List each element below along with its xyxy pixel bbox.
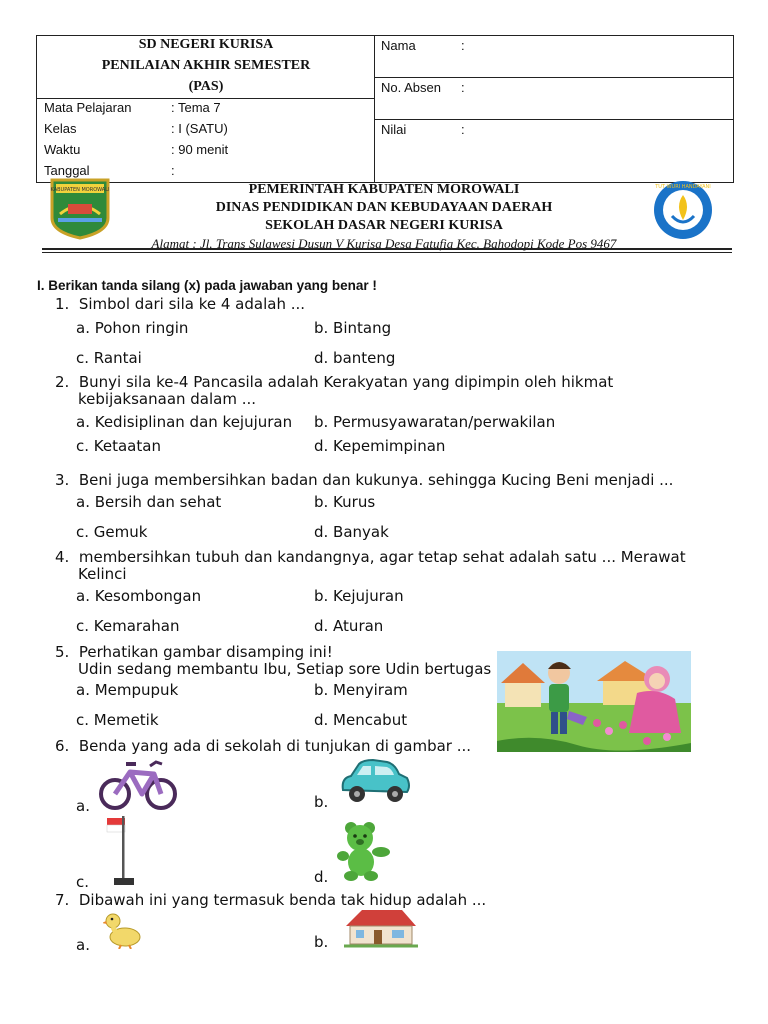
- question-text: Perhatikan gambar disamping ini!: [78, 643, 333, 661]
- question-2: [55, 373, 613, 391]
- meta-label-subject: Mata Pelajaran: [44, 100, 132, 115]
- option-d[interactable]: d. Kepemimpinan: [314, 437, 446, 455]
- house-icon[interactable]: [342, 908, 418, 948]
- option-b[interactable]: b. Kejujuran: [314, 587, 404, 605]
- option-d[interactable]: d.: [314, 868, 329, 886]
- question-2-continued: kebijaksanaan dalam ...: [78, 390, 257, 408]
- question-3: [55, 471, 673, 489]
- question-6: [55, 737, 471, 755]
- exam-abbr: (PAS): [188, 79, 224, 94]
- name-colon: :: [461, 38, 465, 53]
- meta-value-class: : I (SATU): [171, 121, 228, 136]
- question-number: 1.: [55, 295, 70, 313]
- name-field[interactable]: [375, 36, 733, 78]
- car-icon[interactable]: [337, 758, 413, 806]
- exam-info-panel: [37, 36, 375, 182]
- absen-colon: :: [461, 80, 465, 95]
- address-label: Alamat: [151, 236, 190, 251]
- option-b[interactable]: b. Kurus: [314, 493, 376, 511]
- letterhead-line-3: SEKOLAH DASAR NEGERI KURISA: [265, 218, 503, 233]
- question-text: Simbol dari sila ke 4 adalah ...: [78, 295, 306, 313]
- option-b[interactable]: b. Permusyawaratan/perwakilan: [314, 413, 556, 431]
- option-c[interactable]: c.: [76, 873, 90, 891]
- score-label: Nilai: [381, 122, 407, 137]
- option-c[interactable]: c. Kemarahan: [76, 617, 180, 635]
- watering-garden-illustration: [497, 651, 691, 752]
- question-number: 6.: [55, 737, 70, 755]
- option-b[interactable]: b.: [314, 933, 329, 951]
- score-colon: :: [461, 122, 465, 137]
- option-a[interactable]: a. Kedisiplinan dan kejujuran: [76, 413, 293, 431]
- exam-title: PENILAIAN AKHIR SEMESTER: [101, 58, 311, 73]
- option-b[interactable]: b. Menyiram: [314, 681, 408, 699]
- meta-value-time: : 90 menit: [171, 142, 229, 157]
- option-c[interactable]: c. Memetik: [76, 711, 159, 729]
- question-number: 4.: [55, 548, 70, 566]
- letterhead-line-2: DINAS PENDIDIKAN DAN KEBUDAYAAN DAERAH: [215, 200, 553, 215]
- option-c[interactable]: c. Rantai: [76, 349, 142, 367]
- teddy-bear-icon[interactable]: [335, 820, 391, 882]
- meta-label-time: Waktu: [44, 142, 81, 157]
- question-text: Dibawah ini yang termasuk benda tak hidup adalah ...: [78, 891, 487, 909]
- school-name: SD NEGERI KURISA: [138, 37, 274, 52]
- divider: [37, 98, 375, 99]
- meta-value-subject: : Tema 7: [171, 100, 221, 115]
- question-number: 7.: [55, 891, 70, 909]
- meta-label-date: Tanggal: [44, 163, 90, 178]
- option-a[interactable]: a.: [76, 797, 90, 815]
- option-a[interactable]: a. Mempupuk: [76, 681, 179, 699]
- option-d[interactable]: d. Aturan: [314, 617, 384, 635]
- option-a[interactable]: a. Bersih dan sehat: [76, 493, 222, 511]
- question-5-continued: Udin sedang membantu Ibu, Setiap sore Udin bertugas: [78, 660, 492, 678]
- meta-label-class: Kelas: [44, 121, 77, 136]
- question-text: membersihkan tubuh dan kandangnya, agar tetap sehat adalah satu ... Merawat: [78, 548, 686, 566]
- option-a[interactable]: a. Pohon ringin: [76, 319, 189, 337]
- option-d[interactable]: d. Mencabut: [314, 711, 408, 729]
- question-4-continued: Kelinci: [78, 565, 127, 583]
- option-d[interactable]: d. Banyak: [314, 523, 389, 541]
- logo-text: KABUPATEN MOROWALI: [50, 187, 110, 193]
- question-4: [55, 548, 686, 566]
- option-c[interactable]: c. Ketaatan: [76, 437, 161, 455]
- logo-text: TUT WURI HANDAYANI: [655, 184, 711, 190]
- question-text: Beni juga membersihkan badan dan kukunya. sehingga Kucing Beni menjadi ...: [78, 471, 674, 489]
- option-b[interactable]: b.: [314, 793, 329, 811]
- option-a[interactable]: a.: [76, 936, 90, 954]
- letterhead-line-1: PEMERINTAH KABUPATEN MOROWALI: [248, 182, 520, 197]
- section-heading: I. Berikan tanda silang (x) pada jawaban yang benar !: [37, 278, 377, 293]
- letterhead-rule-thin: [42, 252, 732, 253]
- question-text: Bunyi sila ke-4 Pancasila adalah Kerakyatan yang dipimpin oleh hikmat: [78, 373, 614, 391]
- bicycle-icon[interactable]: [98, 754, 178, 812]
- question-text: Benda yang ada di sekolah di tunjukan di gambar ...: [78, 737, 472, 755]
- option-b[interactable]: b. Bintang: [314, 319, 392, 337]
- flagpole-icon[interactable]: [104, 814, 138, 888]
- option-a[interactable]: a. Kesombongan: [76, 587, 202, 605]
- question-number: 2.: [55, 373, 70, 391]
- question-7: [55, 891, 486, 909]
- absen-label: No. Absen: [381, 80, 441, 95]
- absen-field[interactable]: [375, 78, 733, 120]
- question-number: 5.: [55, 643, 70, 661]
- question-1: [55, 295, 305, 313]
- option-c[interactable]: c. Gemuk: [76, 523, 148, 541]
- option-d[interactable]: d. banteng: [314, 349, 396, 367]
- address-text: : Jl. Trans Sulawesi Dusun V Kurisa Desa Fatufia Kec. Bahodopi Kode Pos 9467: [189, 236, 617, 251]
- name-label: Nama: [381, 38, 416, 53]
- score-field[interactable]: [375, 120, 733, 182]
- question-number: 3.: [55, 471, 70, 489]
- question-5: [55, 643, 333, 661]
- header-table: [36, 35, 734, 183]
- meta-value-date: :: [171, 163, 175, 178]
- letterhead-rule: [42, 248, 732, 250]
- duck-icon[interactable]: [103, 909, 143, 949]
